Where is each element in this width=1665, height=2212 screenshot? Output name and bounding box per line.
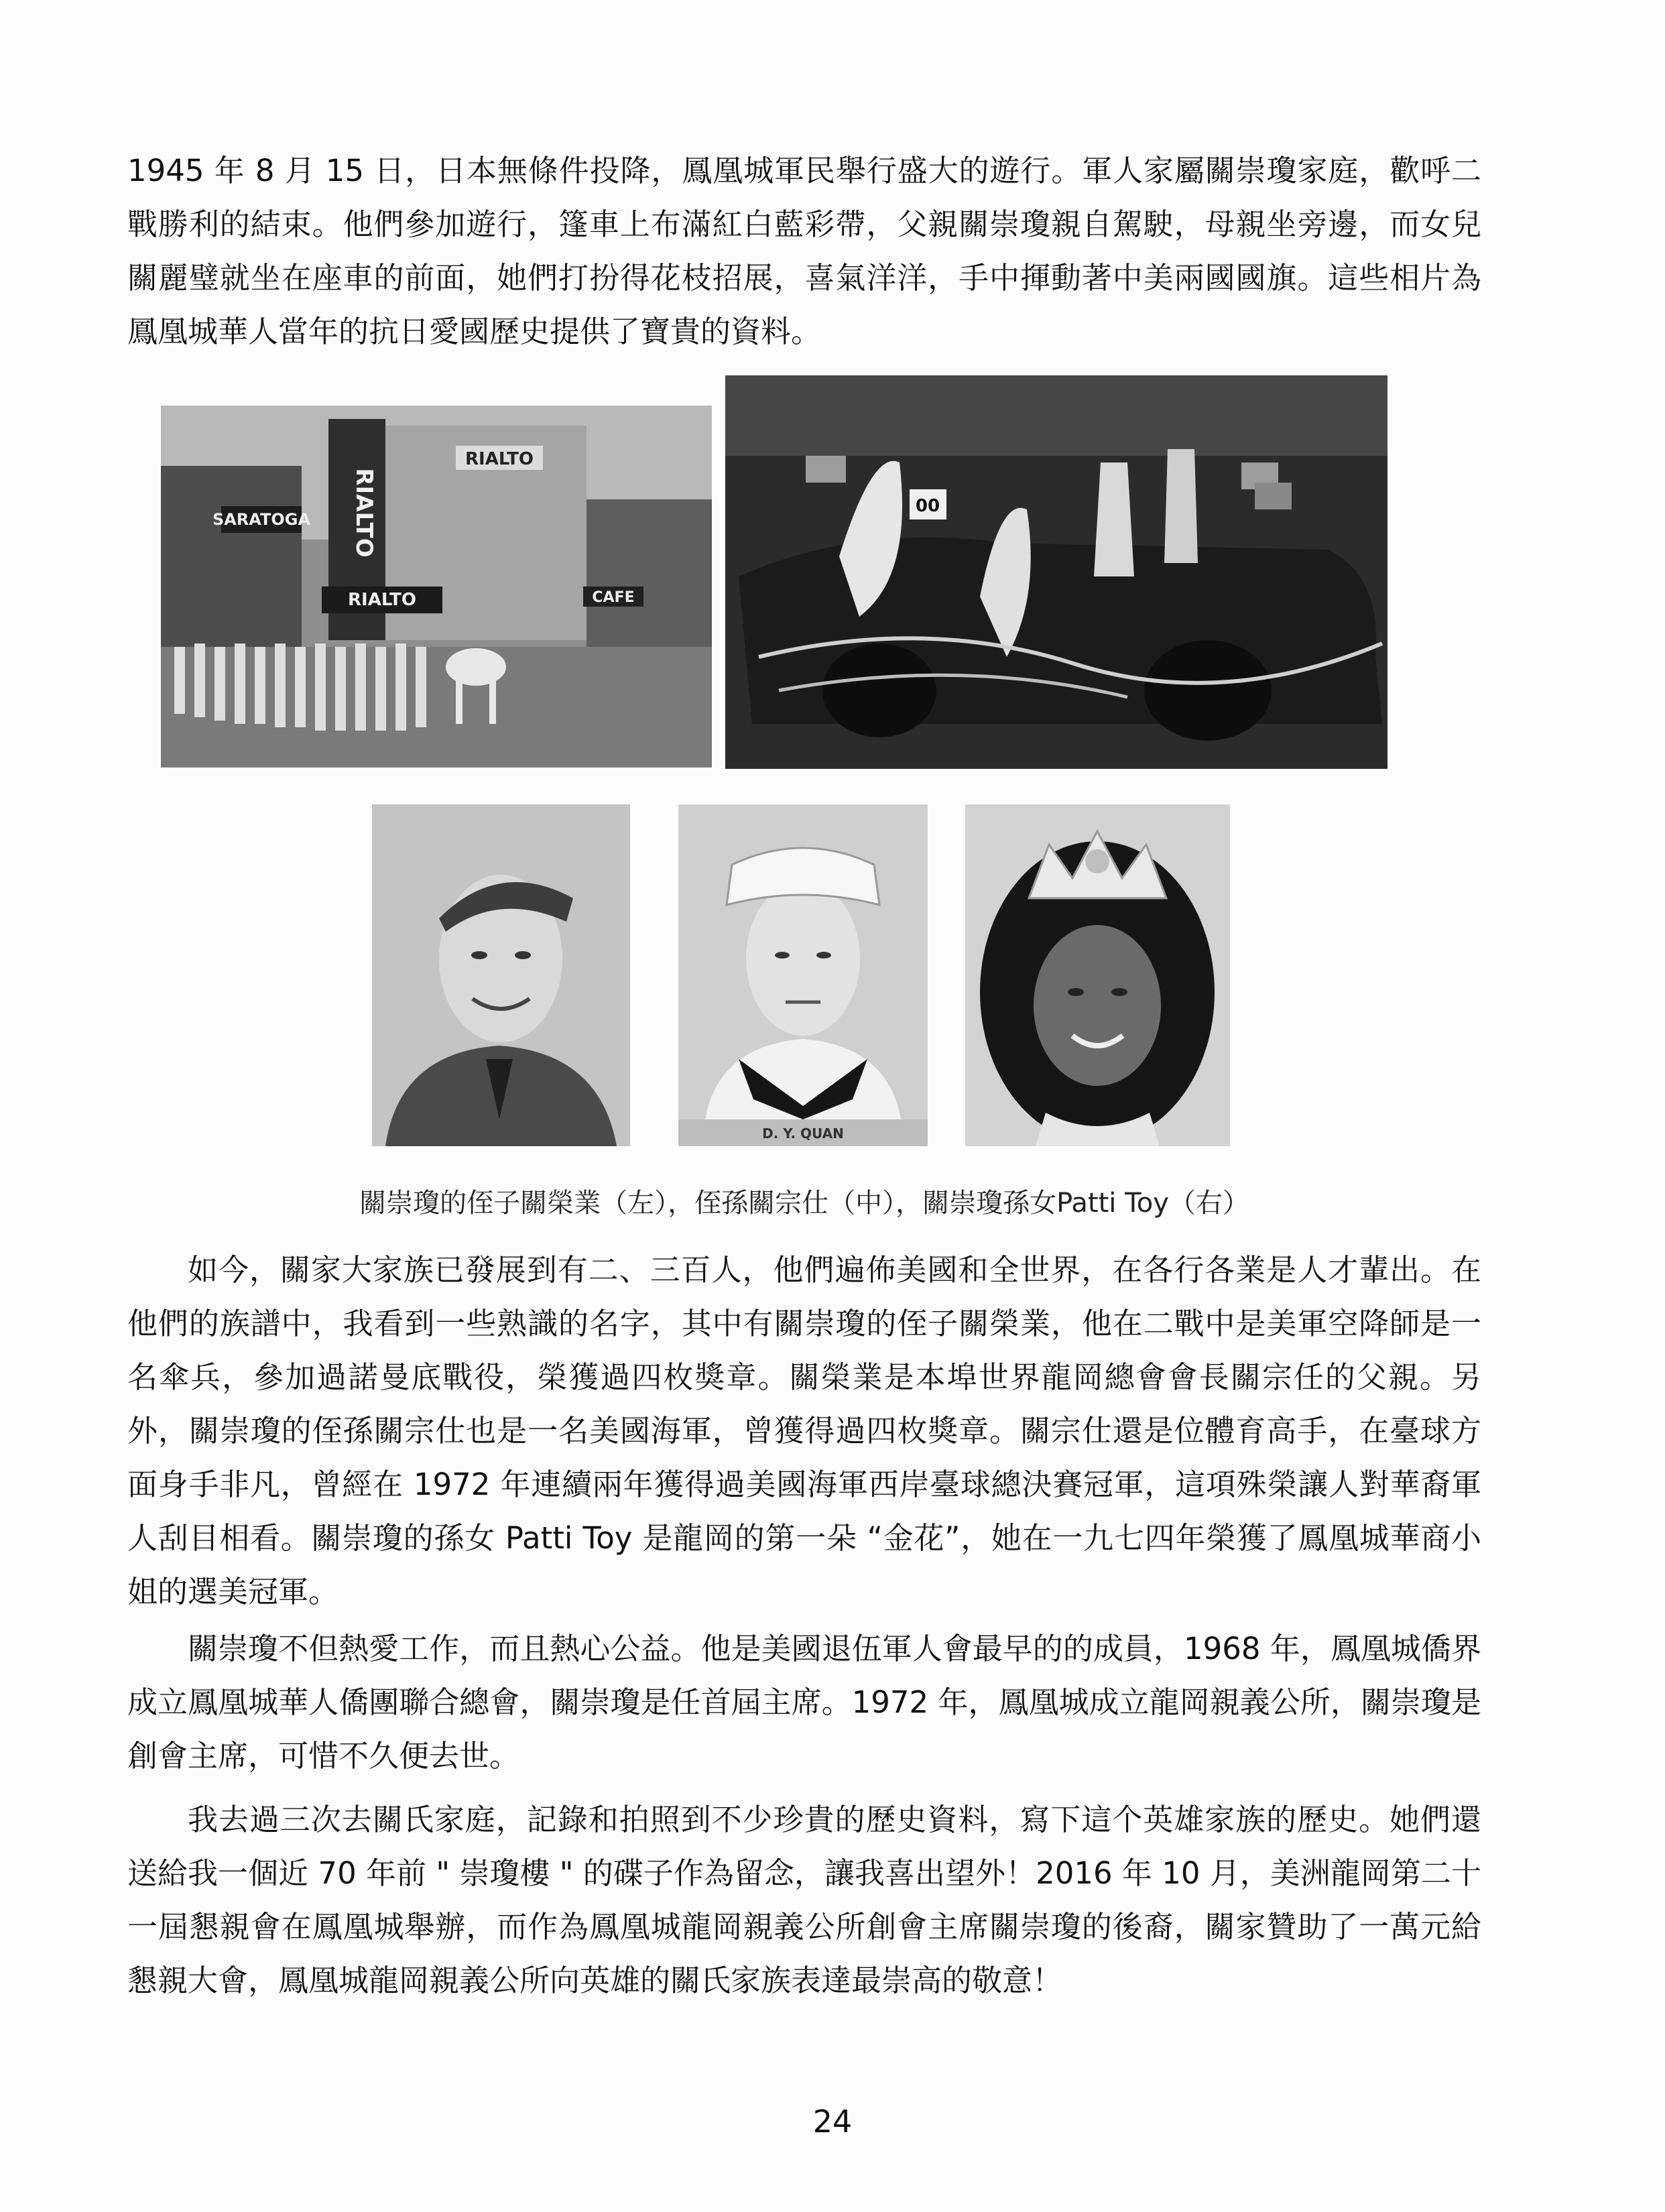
photo-parade-street — [161, 406, 712, 767]
saratoga-sign: SARATOGA — [212, 510, 311, 529]
cafe-sign: CAFE — [592, 589, 635, 606]
crown-portrait-drawing — [965, 804, 1230, 1146]
photo-caption: 關崇瓊的侄子關榮業（左），侄孫關宗仕（中），關崇瓊孫女Patti Toy（右） — [359, 1188, 1249, 1219]
page-number: 24 — [812, 2103, 853, 2140]
car-photo-drawing — [725, 375, 1388, 769]
sailor-portrait-drawing — [678, 804, 928, 1146]
parade-photo-drawing — [161, 406, 712, 767]
rialto-front-sign: RIALTO — [348, 590, 416, 610]
soldier-portrait-drawing — [372, 804, 630, 1146]
paragraph-2: 如今，關家大家族已發展到有二、三百人，他們遍佈美國和全世界，在各行各業是人才輩出。在他們的族譜中，我看到一些熟識的名字，其中有關崇瓊的侄子關榮業，他在二戰中是美軍空降師是一名傘兵，參加過諾曼底戰役，榮獲過四枚獎章。關榮業是本埠世界龍岡總會會長關宗任的父親。另外，關崇瓊的侄孫關宗仕也是一名美國海軍，曾獲得過四枚獎章。關宗仕還是位體育高手，在臺球方面身手非凡，曾經在 1972 年連續兩年獲得過美國海軍西岸臺球總決賽冠軍，這項殊榮讓人對華裔軍人刮目相看。關崇瓊的孫女 Patti Toy 是龍岡的第一朵 “金花”，她在一九七四年榮獲了鳳凰城華商小姐的選美冠軍。 — [127, 1252, 1481, 1609]
paragraph-4: 我去過三次去關氏家庭，記錄和拍照到不少珍貴的歷史資料，寫下這个英雄家族的歷史。她們還送給我一個近 70 年前 " 崇瓊樓 " 的碟子作為留念，讓我喜出望外！2016 年 10 月，美洲龍岡第二十一屆懇親會在鳳凰城舉辦，而作為鳳凰城龍岡親義公所創會主席關崇瓊的後裔，關家贊助了一萬元給懇親大會，鳳凰城龍岡親義公所向英雄的關氏家族表達最崇高的敬意！ — [127, 1802, 1481, 1998]
photo-parade-car — [725, 375, 1388, 769]
sailor-name-label: D. Y. QUAN — [762, 1125, 844, 1142]
photo-portrait-crown — [965, 804, 1230, 1146]
rialto-marquee-sign: RIALTO — [465, 449, 534, 469]
car-sign-number: 00 — [915, 496, 940, 516]
rialto-vertical-sign: RIALTO — [351, 468, 377, 558]
photo-portrait-sailor — [678, 804, 928, 1146]
photo-portrait-soldier — [372, 804, 630, 1146]
paragraph-1: 1945 年 8 月 15 日，日本無條件投降，鳳凰城軍民舉行盛大的遊行。軍人家屬關崇瓊家庭，歡呼二戰勝利的結束。他們參加遊行，篷車上布滿紅白藍彩帶，父親關崇瓊親自駕駛，母親坐旁邊，而女兒關麗璧就坐在座車的前面，她們打扮得花枝招展，喜氣洋洋，手中揮動著中美兩國國旗。這些相片為鳳凰城華人當年的抗日愛國歷史提供了寶貴的資料。 — [127, 153, 1481, 349]
paragraph-3: 關崇瓊不但熱愛工作，而且熱心公益。他是美國退伍軍人會最早的的成員，1968 年，鳳凰城僑界成立鳳凰城華人僑團聯合總會，關崇瓊是任首屆主席。1972 年，鳳凰城成立龍岡親義公所，關崇瓊是創會主席，可惜不久便去世。 — [127, 1631, 1481, 1774]
